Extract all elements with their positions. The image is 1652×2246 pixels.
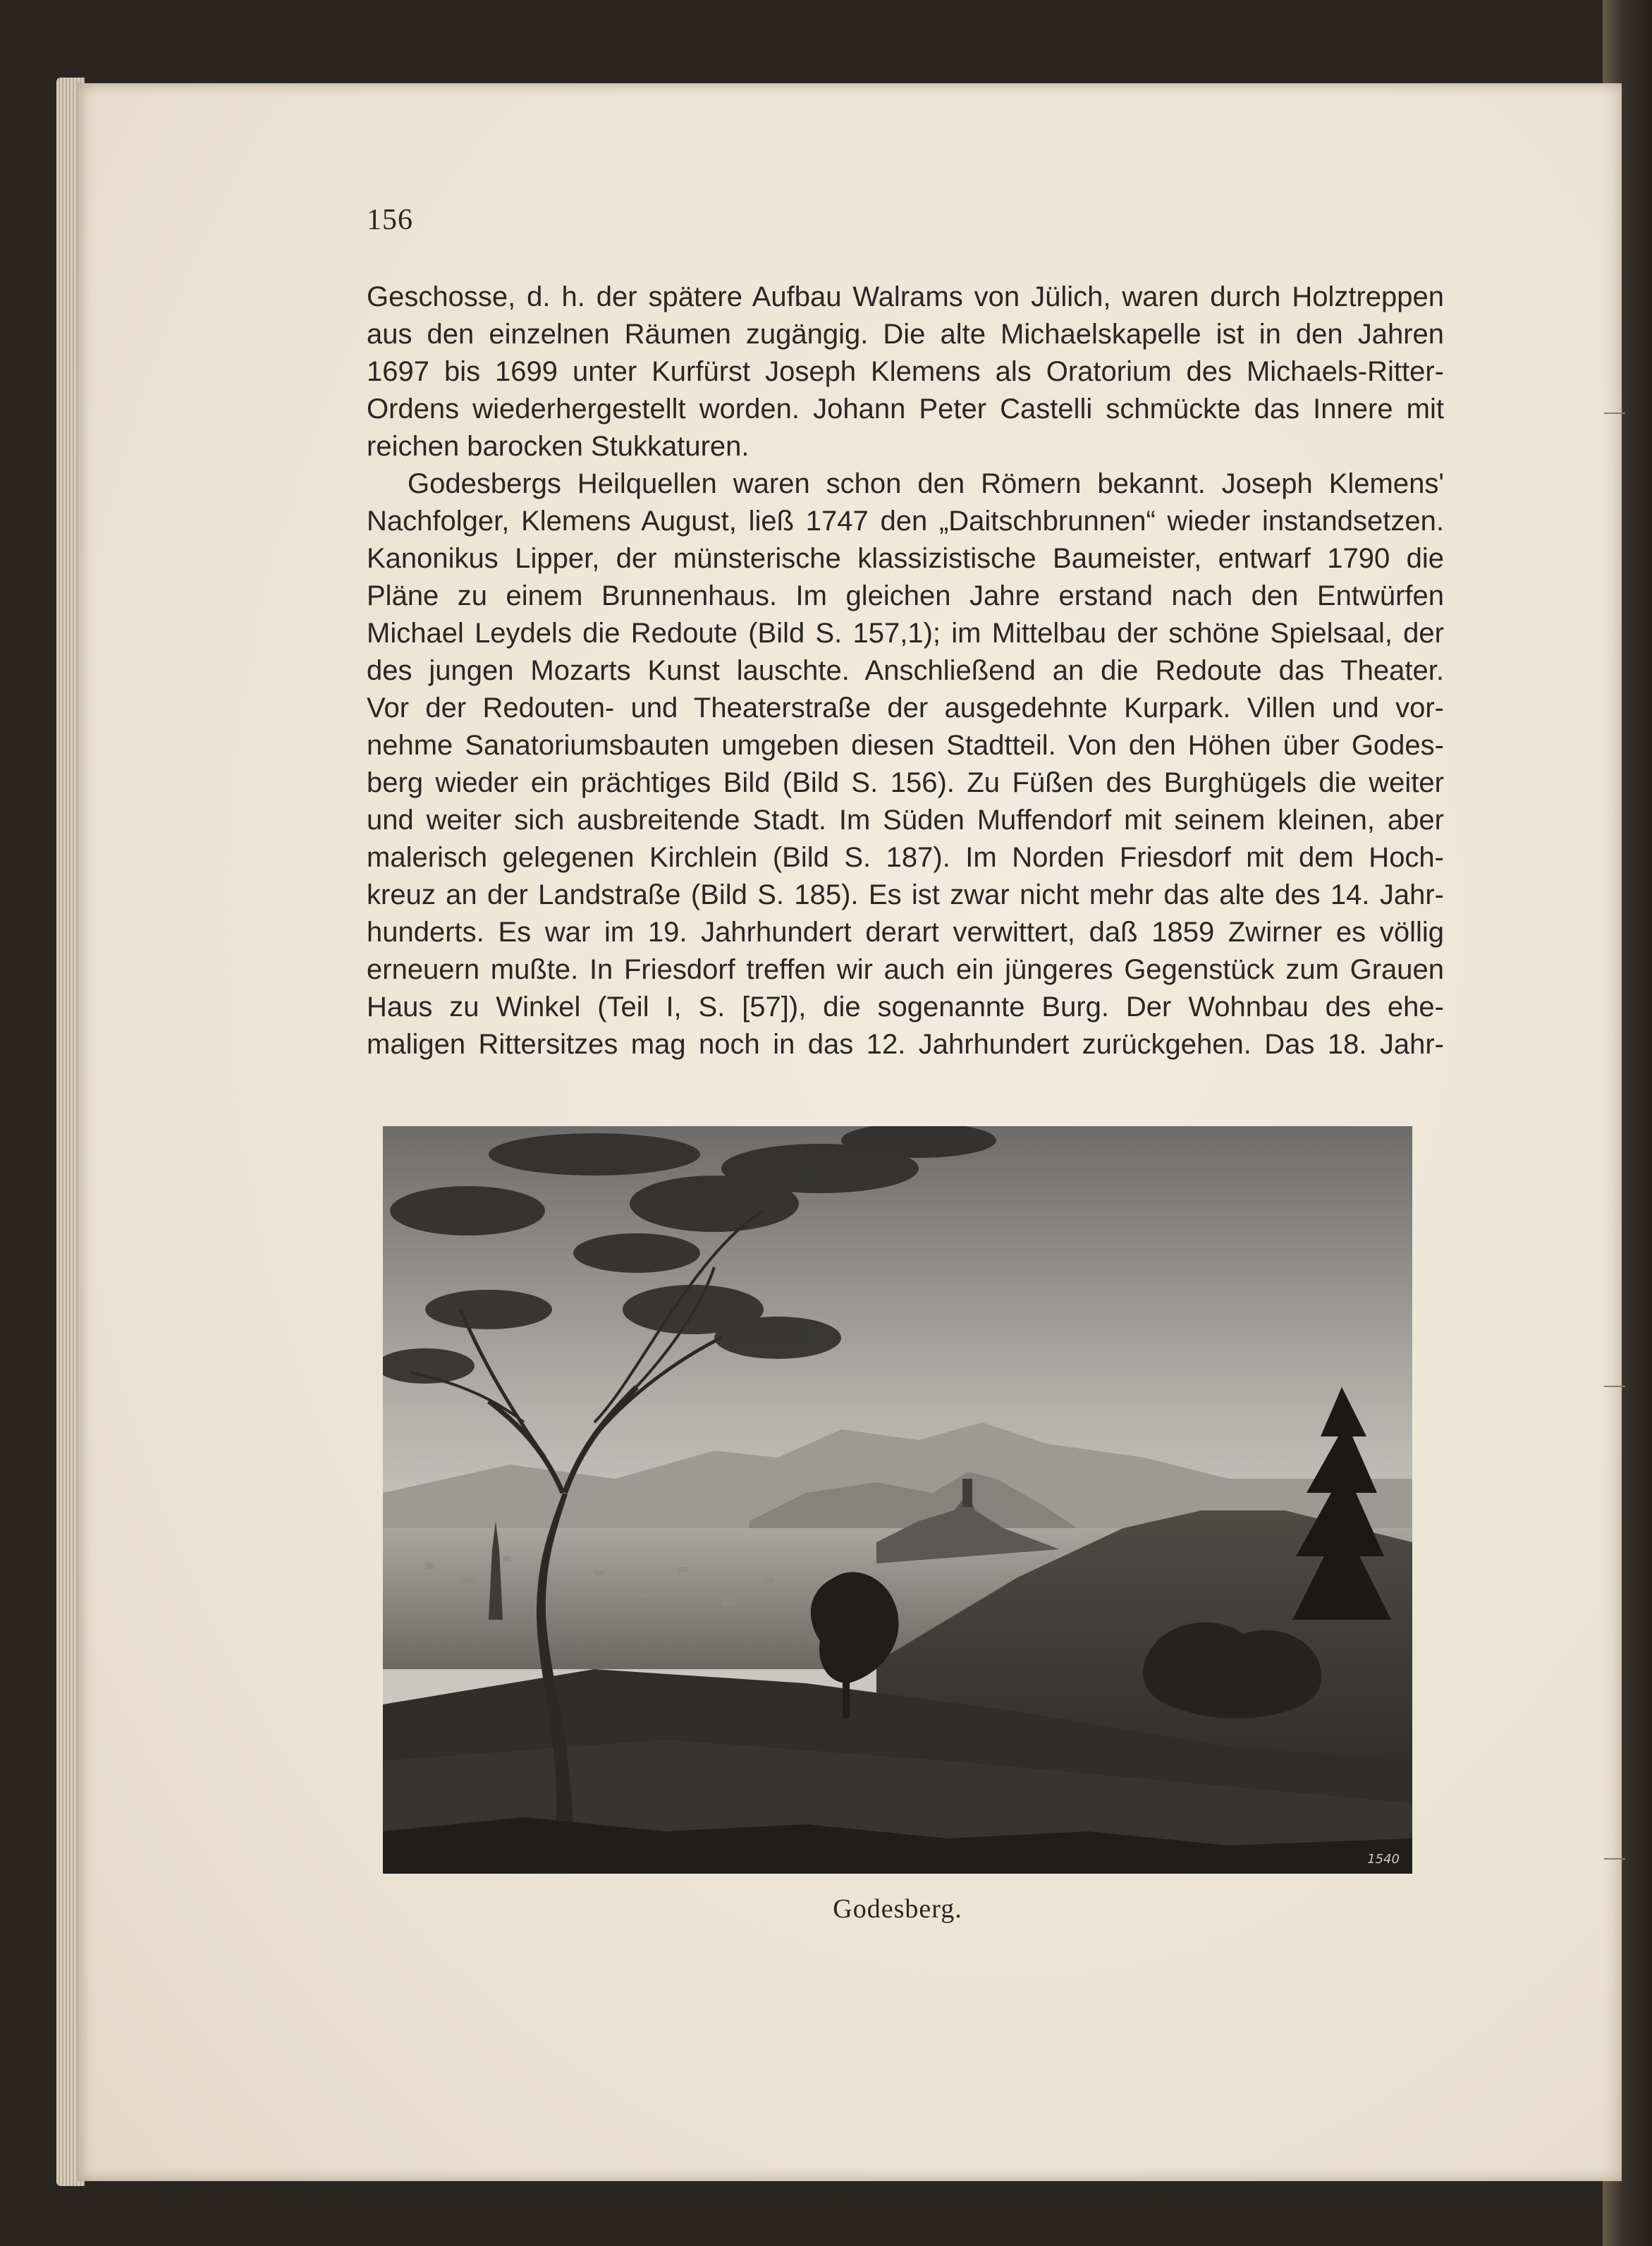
text-line: aus den einzelnen Räumen zugängig. Die alte Michaelskapelle ist in den Jahren [367,319,1444,350]
page-number: 156 [367,204,413,236]
text-line: malerisch gelegenen Kirchlein (Bild S. 187). Im Norden Friesdorf mit dem Hoch- [367,842,1444,873]
text-line: Geschosse, d. h. der spätere Aufbau Walrams von Jülich, waren durch Holztreppen [367,281,1444,312]
text-line: und weiter sich ausbreitende Stadt. Im Süden Muffendorf mit seinem kleinen, aber [367,805,1444,836]
text-line: Kanonikus Lipper, der münsterische klassizistische Baumeister, entwarf 1790 die [367,543,1444,574]
text-line: erneuern mußte. In Friesdorf treffen wir auch ein jüngeres Gegenstück zum Grauen [367,954,1444,985]
text-line: nehme Sanatoriumsbauten umgeben diesen Stadtteil. Von den Höhen über Godes- [367,730,1444,761]
text-line: Vor der Redouten- und Theaterstraße der ausgedehnte Kurpark. Villen und vor- [367,692,1444,724]
margin-mark [1604,413,1625,414]
photo-signature: 1540 [1367,1852,1400,1867]
text-line: Haus zu Winkel (Teil I, S. [57]), die sogenannte Burg. Der Wohnbau des ehe- [367,991,1444,1023]
margin-mark [1604,1858,1625,1860]
photo-caption: Godesberg. [833,1894,962,1924]
text-line: Michael Leydels die Redoute (Bild S. 157,1); im Mittelbau der schöne Spielsaal, der [367,618,1444,649]
landscape-photo [383,1126,1412,1874]
text-line: 1697 bis 1699 unter Kurfürst Joseph Klemens als Oratorium des Michaels-Ritter- [367,356,1444,387]
text-line: hunderts. Es war im 19. Jahrhundert derart verwittert, daß 1859 Zwirner es völlig [367,917,1444,948]
landscape-photo-icon [383,1126,1412,1874]
text-line: berg wieder ein prächtiges Bild (Bild S. 156). Zu Füßen des Burghügels die weiter [367,767,1444,798]
text-line: reichen barocken Stukkaturen. [367,431,749,462]
text-line: Nachfolger, Klemens August, ließ 1747 den „Daitschbrunnen“ wieder instandsetzen. [367,506,1444,537]
text-line: maligen Rittersitzes mag noch in das 12. Jahrhundert zurückgehen. Das 18. Jahr- [367,1029,1444,1060]
margin-mark [1604,1386,1625,1387]
text-line: Ordens wiederhergestellt worden. Johann Peter Castelli schmückte das Innere mit [367,393,1444,425]
text-line: Godesbergs Heilquellen waren schon den Römern bekannt. Joseph Klemens' [408,468,1444,499]
text-line: Pläne zu einem Brunnenhaus. Im gleichen Jahre erstand nach den Entwürfen [367,580,1444,611]
text-line: kreuz an der Landstraße (Bild S. 185). Es ist zwar nicht mehr das alte des 14. Jahr- [367,879,1444,910]
body-text [367,279,1444,1063]
text-line: des jungen Mozarts Kunst lauschte. Anschließend an die Redoute das Theater. [367,655,1444,686]
